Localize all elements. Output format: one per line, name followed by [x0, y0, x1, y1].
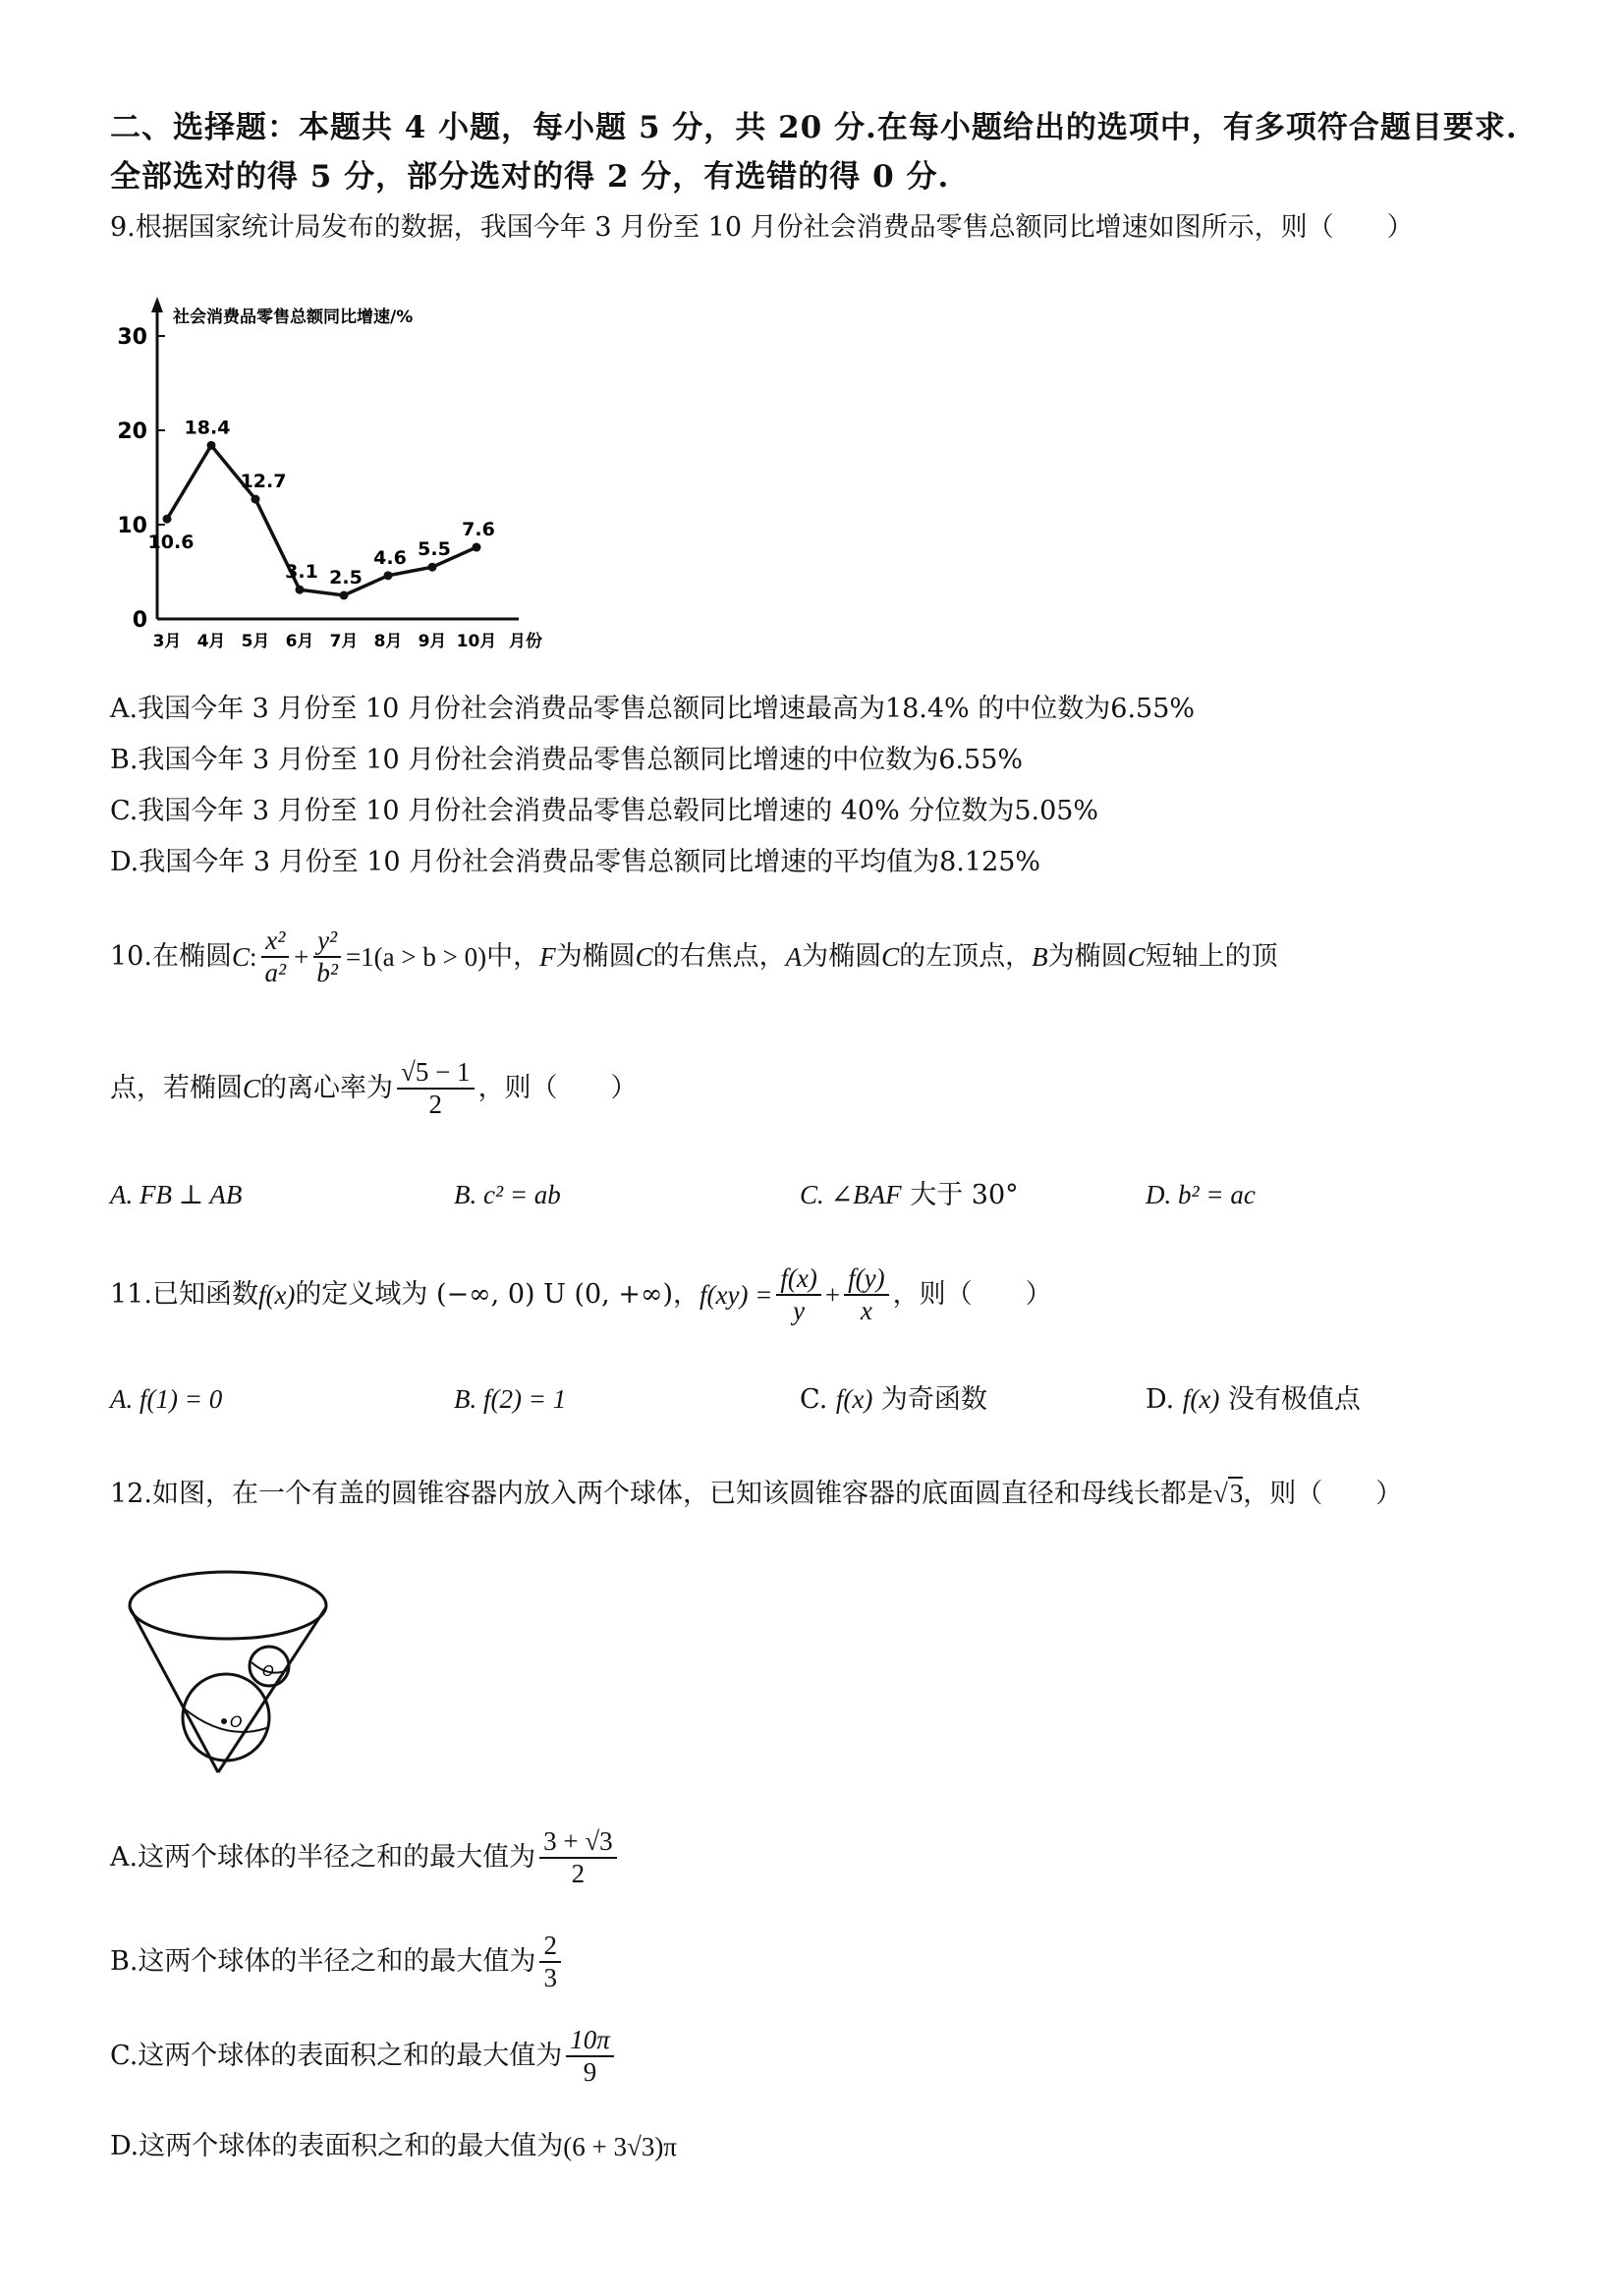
data-label: 10.6	[147, 532, 195, 554]
data-label: 4.6	[373, 546, 407, 569]
q11-stem-a: 11.已知函数	[110, 1279, 258, 1310]
q10-plus: +	[294, 942, 309, 972]
q12-option-a-text: A.这两个球体的半径之和的最大值为	[110, 1842, 536, 1873]
section-heading-line2: 全部选对的得 5 分，部分选对的得 2 分，有选错的得 0 分.	[110, 159, 950, 195]
q10-frac-y-num: y²	[313, 925, 341, 958]
q12-option-c-num: 10π	[566, 2025, 614, 2057]
q11-option-d	[1146, 1379, 1361, 1420]
q10-mid7: 短轴上的顶	[1145, 941, 1278, 972]
q12-stem-end: ，则（ ）	[1243, 1479, 1403, 1509]
q10-a: A	[785, 942, 803, 972]
q10-ecc-num: √5 − 1	[397, 1057, 475, 1090]
y-tick-label: 20	[117, 420, 147, 444]
q10-b: B	[1032, 942, 1048, 972]
q12-option-c-den: 9	[583, 2057, 597, 2087]
x-tick-label: 7月	[329, 632, 359, 650]
large-sphere-center	[221, 1718, 227, 1724]
q12-option-d-text: D.这两个球体的表面积之和的最大值为	[110, 2131, 564, 2161]
y-tick-label: 0	[132, 608, 147, 633]
data-label: 3.1	[285, 561, 318, 584]
q12-option-b-num: 2	[539, 1931, 561, 1963]
q9-option-c: C.我国今年 3 月份至 10 月份社会消费品零售总毂同比增速的 40% 分位数为5.05%	[110, 796, 1099, 826]
x-tick-label: 8月	[373, 632, 403, 650]
q10-frac-y	[312, 925, 342, 988]
q10-num: 10.在椭圆	[110, 941, 232, 972]
q12-option-c-text: C.这两个球体的表面积之和的最大值为	[110, 2041, 563, 2071]
q11-frac-1-den: y	[793, 1296, 806, 1325]
x-tick-label: 6月	[285, 632, 314, 650]
q10-mid6: 为椭圆	[1047, 941, 1128, 972]
data-point	[384, 571, 393, 580]
q11-stem-b: 的定义域为 (−∞, 0) U (0, +∞)，	[295, 1279, 700, 1310]
q10-colon: :	[249, 942, 257, 972]
data-point	[207, 441, 216, 450]
q10-option-a: A. FB ⊥ AB	[110, 1180, 243, 1209]
x-axis-label: 月份	[509, 632, 542, 650]
q12-option-d	[110, 2112, 677, 2181]
q9-stem: 9.根据国家统计局发布的数据，我国今年 3 月份至 10 月份社会消费品零售总额同比增速如图所示，则（ ）	[110, 212, 1414, 243]
q12-stem	[110, 1474, 1402, 1514]
x-tick-label: 10月	[456, 632, 497, 650]
q10-mid1: 中，	[486, 941, 540, 972]
q12-option-d-value: (6 + 3√3)π	[563, 2132, 677, 2161]
data-point	[296, 586, 305, 594]
q10-line2c: ，则（ ）	[477, 1073, 638, 1103]
q11-option-a: A. f(1) = 0	[110, 1384, 223, 1414]
q10-c-2: C	[635, 942, 653, 972]
q11-option-c	[800, 1379, 987, 1420]
y-tick-label: 30	[117, 325, 147, 350]
q12-option-b-frac	[539, 1931, 561, 1993]
q11-option-c-letter: C.	[800, 1384, 836, 1415]
q10-frac-x-num: x²	[261, 925, 289, 958]
data-point	[252, 495, 260, 504]
y-tick-label: 10	[117, 514, 147, 538]
q10-line2b: 的离心率为	[260, 1073, 394, 1103]
q10-ecc-den: 2	[428, 1090, 443, 1119]
q11-option-c-fx: f(x)	[835, 1384, 873, 1414]
x-tick-label: 5月	[241, 632, 270, 650]
q12-option-c	[110, 2012, 618, 2100]
q11-option-d-letter: D.	[1146, 1384, 1183, 1415]
q10-f: F	[539, 942, 556, 972]
data-label: 2.5	[329, 567, 363, 588]
q10-frac-x-den: a²	[264, 958, 287, 987]
q12-option-b-den: 3	[543, 1963, 557, 1992]
q12-sqrt3: 3	[1229, 1479, 1244, 1508]
q11-stem-c: ，则（ ）	[892, 1279, 1052, 1310]
data-label: 5.5	[418, 538, 451, 561]
data-label: 7.6	[462, 519, 495, 541]
data-label: 18.4	[184, 417, 231, 439]
q10-option-d: D. b² = ac	[1146, 1180, 1256, 1209]
q10-option-c-angle: C. ∠BAF	[800, 1180, 902, 1209]
q11-frac-2-num: f(y)	[844, 1263, 888, 1296]
section-heading-line1: 二、选择题：本题共 4 小题，每小题 5 分，共 20 分.在每小题给出的选项中，有多项符合题目要求.	[110, 110, 1518, 145]
data-point	[428, 563, 437, 572]
q11-stem	[110, 1254, 1052, 1336]
x-tick-label: 3月	[152, 632, 182, 650]
q10-mid4: 为椭圆	[802, 941, 882, 972]
large-sphere-label: O	[230, 1712, 243, 1731]
q10-c-4: C	[1127, 942, 1146, 972]
q10-c-5: C	[243, 1074, 261, 1103]
x-tick-label: 9月	[418, 632, 447, 650]
q10-stem-line1	[110, 918, 1278, 996]
chart-title: 社会消费品零售总额同比增速/%	[173, 308, 414, 327]
q11-frac-2-den: x	[860, 1296, 872, 1325]
q12-stem-text: 12.如图，在一个有盖的圆锥容器内放入两个球体，已知该圆锥容器的底面圆直径和母线长都是	[110, 1479, 1213, 1509]
data-point	[163, 515, 172, 524]
small-sphere-label: O	[262, 1662, 274, 1680]
q10-option-b: B. c² = ab	[454, 1180, 561, 1209]
q11-plus: +	[824, 1280, 841, 1310]
q10-ellipse-c: C	[231, 942, 250, 972]
q10-mid5: 的左顶点，	[899, 941, 1033, 972]
x-tick-label: 4月	[196, 632, 226, 650]
q11-frac-1	[776, 1263, 820, 1326]
q10-eccentricity	[397, 1057, 475, 1120]
q9-line-chart	[106, 287, 578, 650]
q11-frac-1-num: f(x)	[776, 1263, 820, 1296]
q11-option-d-fx: f(x)	[1182, 1384, 1220, 1414]
y-axis-arrow	[151, 297, 163, 312]
q10-frac-x	[260, 925, 290, 988]
q10-mid3: 的右焦点，	[652, 941, 786, 972]
q10-option-c	[800, 1175, 1019, 1215]
q10-option-c-text: 大于 30°	[901, 1180, 1019, 1210]
q12-option-c-frac	[566, 2025, 614, 2088]
q11-frac-2	[844, 1263, 888, 1326]
q12-option-a-den: 2	[571, 1859, 586, 1888]
q11-option-b: B. f(2) = 1	[454, 1384, 567, 1414]
q12-option-b-text: B.这两个球体的半径之和的最大值为	[110, 1946, 536, 1977]
data-label: 12.7	[240, 471, 287, 493]
q10-mid2: 为椭圆	[555, 941, 636, 972]
data-point	[473, 543, 481, 552]
q11-fxy: f(xy) =	[699, 1280, 773, 1310]
data-point	[340, 591, 349, 600]
q10-eq: =1(a > b > 0)	[345, 942, 487, 972]
q11-option-d-text: 没有极值点	[1219, 1384, 1361, 1415]
q11-fx: f(x)	[257, 1280, 296, 1310]
q9-option-d: D.我国今年 3 月份至 10 月份社会消费品零售总额同比增速的平均值为8.125%	[110, 847, 1041, 877]
q12-option-a-frac	[539, 1826, 617, 1889]
q11-option-c-text: 为奇函数	[872, 1384, 987, 1415]
q9-option-a: A.我国今年 3 月份至 10 月份社会消费品零售总额同比增速最高为18.4% 的中位数为6.55%	[110, 694, 1196, 724]
q9-option-b: B.我国今年 3 月份至 10 月份社会消费品零售总额同比增速的中位数为6.55%	[110, 745, 1024, 775]
cone-lid-ellipse	[130, 1572, 326, 1639]
q12-option-a	[110, 1814, 621, 1902]
cone-right-edge	[218, 1607, 326, 1772]
q10-frac-y-den: b²	[316, 958, 338, 987]
series-line	[167, 445, 476, 595]
q12-sqrt-sign: √	[1212, 1479, 1228, 1508]
q10-line2a: 点，若椭圆	[110, 1073, 243, 1103]
q10-stem-line2	[110, 1047, 638, 1130]
q12-option-a-num: 3 + √3	[539, 1826, 617, 1859]
q10-c-3: C	[881, 942, 900, 972]
q12-option-b	[110, 1918, 565, 2006]
q12-cone-figure	[120, 1564, 346, 1780]
